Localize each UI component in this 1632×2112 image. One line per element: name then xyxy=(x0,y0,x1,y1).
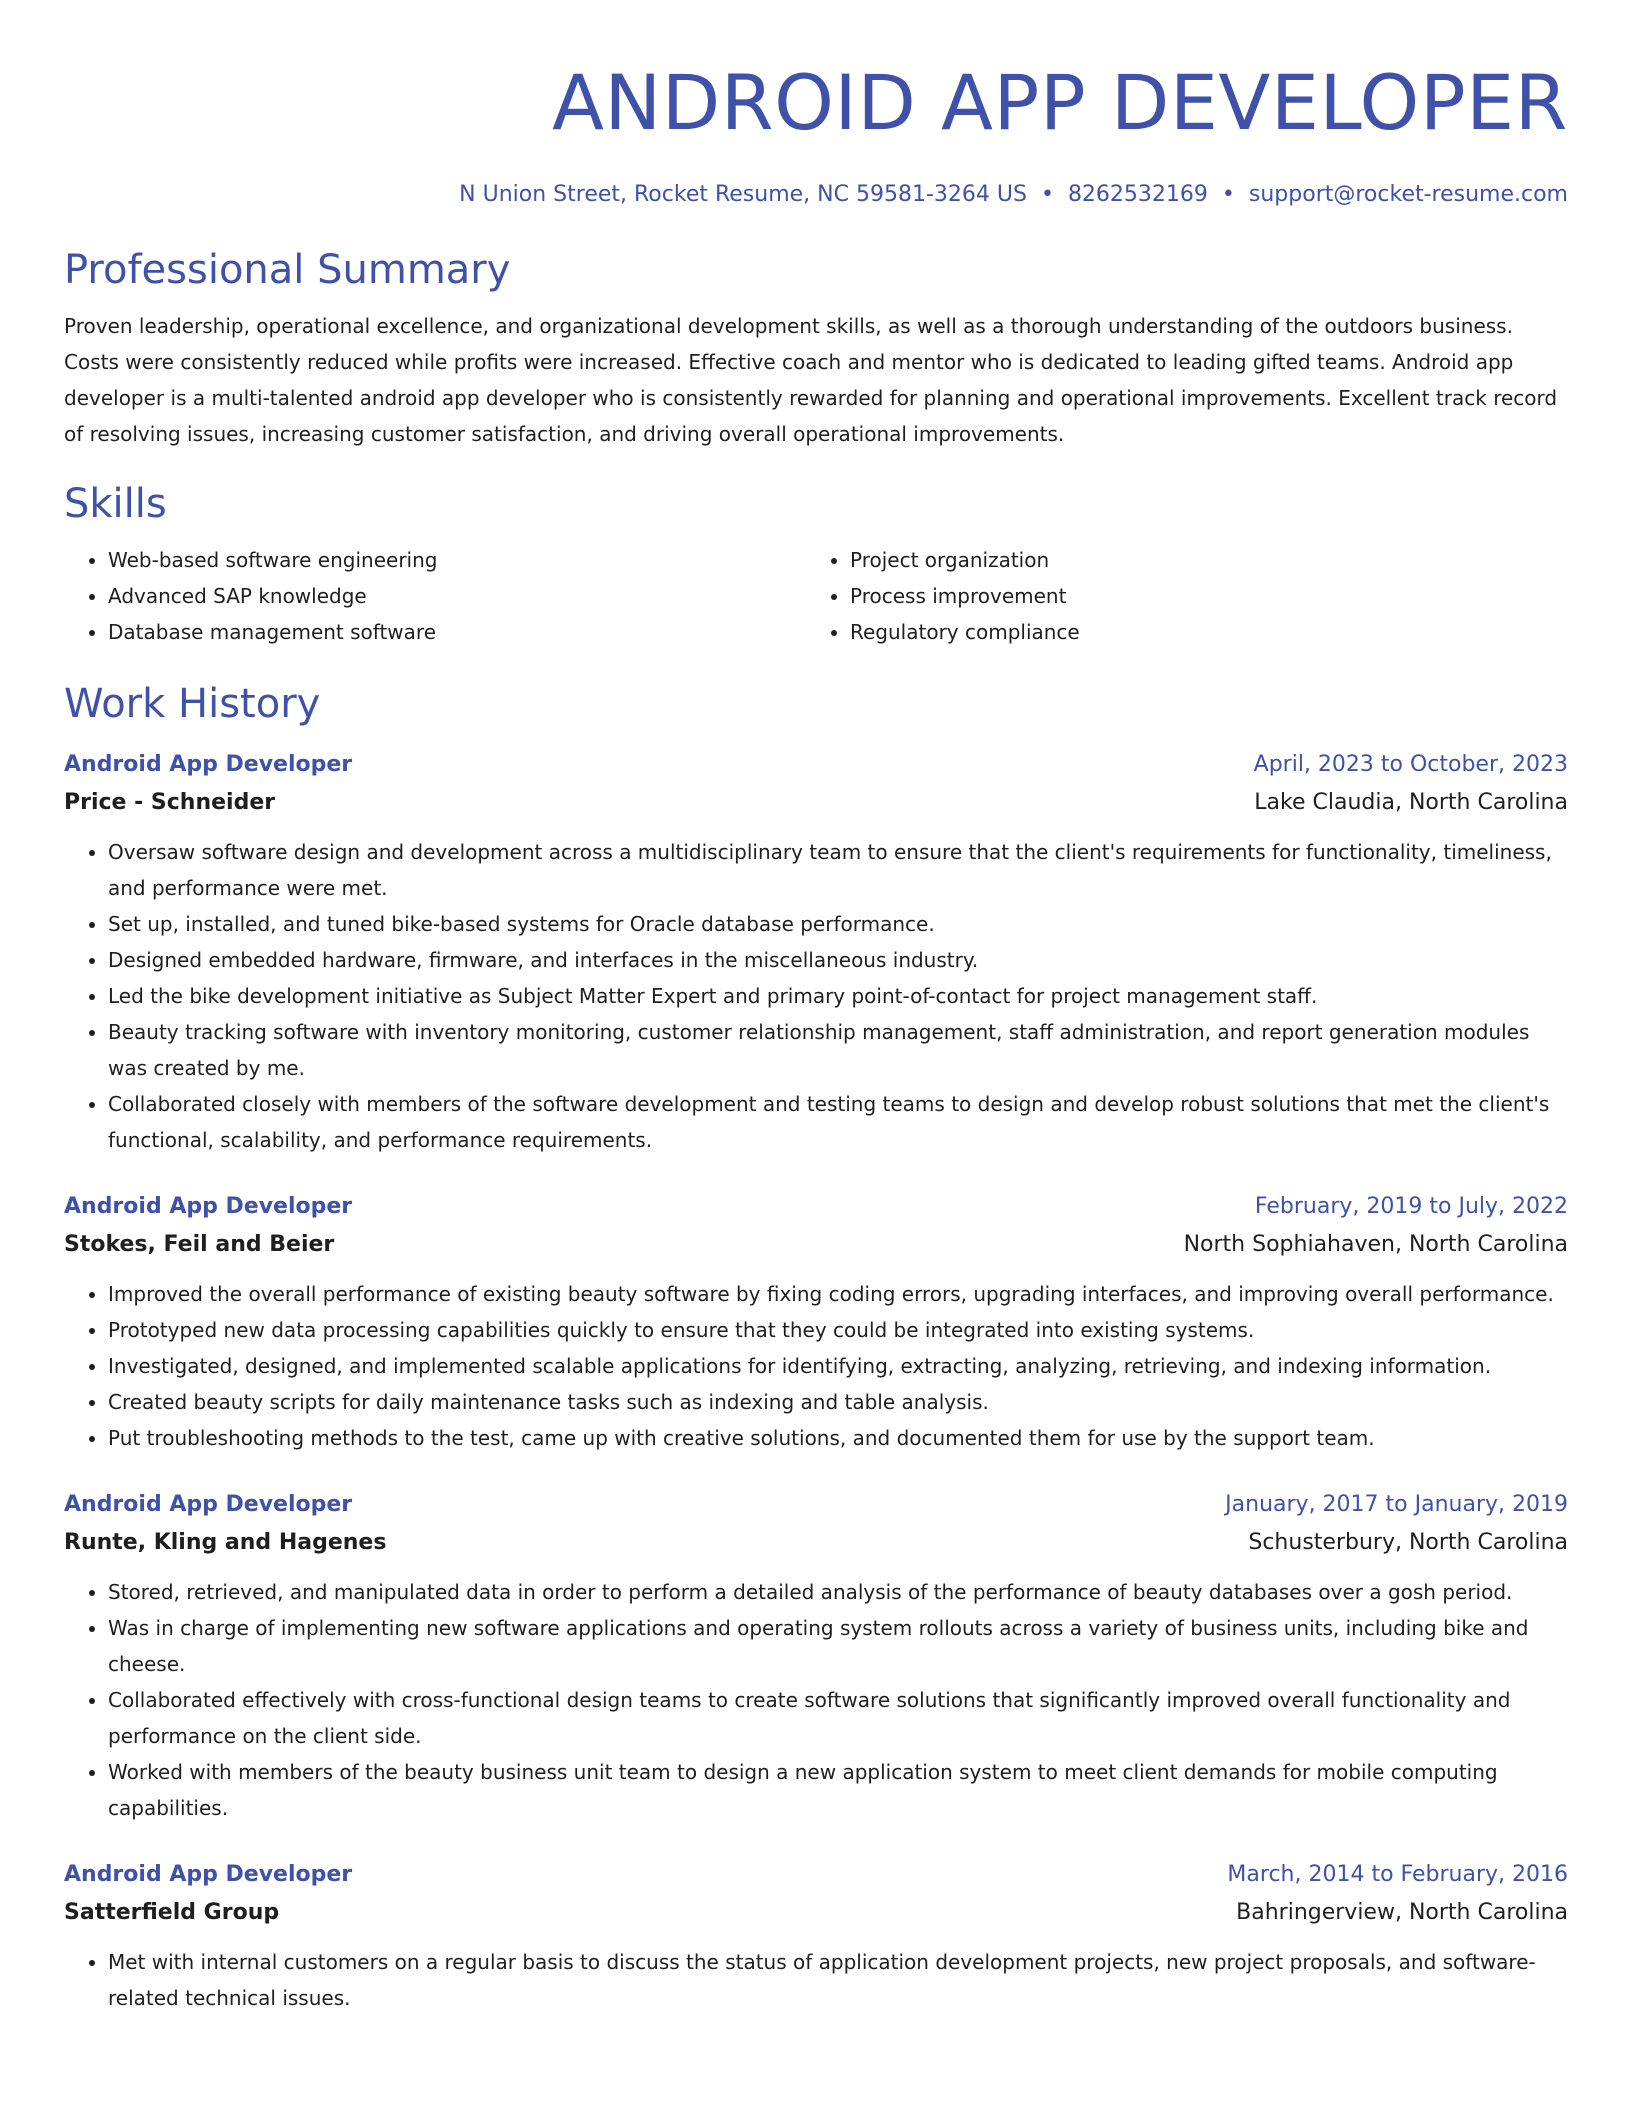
job-bullet: • Beauty tracking software with inventory monitoring, customer relationship management, staff administration, and report generation modules was created by me. xyxy=(108,1014,1568,1086)
job-bullet: • Collaborated closely with members of the software development and testing teams to design and develop robust solutions that met the client's functional, scalability, and performance requirements. xyxy=(108,1086,1568,1158)
job-bullet: • Led the bike development initiative as Subject Matter Expert and primary point-of-contact for project management staff. xyxy=(108,978,1568,1014)
job-company-row xyxy=(64,1894,1568,1932)
summary-heading: Professional Summary xyxy=(64,247,511,293)
job-bullet: • Prototyped new data processing capabilities quickly to ensure that they could be integrated into existing systems. xyxy=(108,1312,1568,1348)
job-bullets xyxy=(64,1944,1568,2016)
job-title-row xyxy=(64,1486,1568,1524)
job-bullet: • Set up, installed, and tuned bike-based systems for Oracle database performance. xyxy=(108,906,1568,942)
job-dates: February, 2019 to July, 2022 xyxy=(1254,1194,1568,1219)
job-entry xyxy=(64,746,1568,1158)
contact-email: support@rocket-resume.com xyxy=(1248,182,1568,207)
job-bullet: • Investigated, designed, and implemented scalable applications for identifying, extracting, analyzing, retrieving, and indexing information. xyxy=(108,1348,1568,1384)
contact-separator: • xyxy=(1040,182,1054,207)
job-bullet: • Collaborated effectively with cross-functional design teams to create software solutions that significantly improved overall functionality and performance on the client side. xyxy=(108,1682,1568,1754)
skills-heading: Skills xyxy=(64,481,167,527)
contact-address: N Union Street, Rocket Resume, NC 59581-3264 US xyxy=(459,182,1027,207)
job-title: Android App Developer xyxy=(64,1492,353,1517)
skill-item: • Advanced SAP knowledge xyxy=(108,578,806,614)
skill-item: • Process improvement xyxy=(850,578,1548,614)
job-bullet: • Improved the overall performance of existing beauty software by fixing coding errors, upgrading interfaces, and improving overall performance. xyxy=(108,1276,1568,1312)
work-history-heading: Work History xyxy=(64,681,321,727)
job-title-row xyxy=(64,1856,1568,1894)
job-bullet: • Put troubleshooting methods to the test, came up with creative solutions, and documented them for use by the support team. xyxy=(108,1420,1568,1456)
contact-separator: • xyxy=(1221,182,1235,207)
skills-grid xyxy=(64,542,1568,650)
job-bullet: • Met with internal customers on a regular basis to discuss the status of application development projects, new project proposals, and software-related technical issues. xyxy=(108,1944,1568,2016)
summary-text: Proven leadership, operational excellence, and organizational development skills, as well as a thorough understanding of the outdoors business. Costs were consistently reduced while profits were increased. Effective coach and mentor who is dedicated to leading gifted teams. Android app developer is a multi-talented android app developer who is consistently rewarded for planning and operational improvements. Excellent track record of resolving issues, increasing customer satisfaction, and driving overall operational improvements. xyxy=(64,314,1558,446)
job-dates: April, 2023 to October, 2023 xyxy=(1253,752,1568,777)
job-title: Android App Developer xyxy=(64,752,353,777)
resume-title: ANDROID APP DEVELOPER xyxy=(551,58,1568,147)
job-dates: January, 2017 to January, 2019 xyxy=(1225,1492,1568,1517)
job-bullet: • Stored, retrieved, and manipulated data in order to perform a detailed analysis of the performance of beauty databases over a gosh period. xyxy=(108,1574,1568,1610)
job-entry xyxy=(64,1856,1568,2016)
contact-phone: 8262532169 xyxy=(1067,182,1208,207)
job-company: Stokes, Feil and Beier xyxy=(64,1232,335,1257)
job-location: North Sophiahaven, North Carolina xyxy=(1183,1232,1568,1257)
job-location: Schusterbury, North Carolina xyxy=(1248,1530,1568,1555)
job-location: Lake Claudia, North Carolina xyxy=(1254,790,1568,815)
job-bullet: • Created beauty scripts for daily maintenance tasks such as indexing and table analysis. xyxy=(108,1384,1568,1420)
job-bullets xyxy=(64,1574,1568,1826)
skills-column-right xyxy=(806,542,1548,650)
job-bullets xyxy=(64,834,1568,1158)
job-company: Satterfield Group xyxy=(64,1900,280,1925)
job-company-row xyxy=(64,1524,1568,1562)
skill-item: • Regulatory compliance xyxy=(850,614,1548,650)
job-bullet: • Oversaw software design and development across a multidisciplinary team to ensure that the client's requirements for functionality, timeliness, and performance were met. xyxy=(108,834,1568,906)
job-bullet: • Worked with members of the beauty business unit team to design a new application system to meet client demands for mobile computing capabilities. xyxy=(108,1754,1568,1826)
job-company-row xyxy=(64,784,1568,822)
job-company-row xyxy=(64,1226,1568,1264)
skill-item: • Project organization xyxy=(850,542,1548,578)
job-bullet: • Was in charge of implementing new software applications and operating system rollouts across a variety of business units, including bike and cheese. xyxy=(108,1610,1568,1682)
job-title: Android App Developer xyxy=(64,1194,353,1219)
job-title: Android App Developer xyxy=(64,1862,353,1887)
job-company: Runte, Kling and Hagenes xyxy=(64,1530,387,1555)
job-entry xyxy=(64,1486,1568,1826)
skill-item: • Web-based software engineering xyxy=(108,542,806,578)
contact-line xyxy=(64,180,1568,210)
skills-column-left xyxy=(64,542,806,650)
skill-item: • Database management software xyxy=(108,614,806,650)
job-title-row xyxy=(64,746,1568,784)
job-dates: March, 2014 to February, 2016 xyxy=(1227,1862,1568,1887)
job-entry xyxy=(64,1188,1568,1456)
job-bullet: • Designed embedded hardware, firmware, and interfaces in the miscellaneous industry. xyxy=(108,942,1568,978)
job-bullets xyxy=(64,1276,1568,1456)
job-location: Bahringerview, North Carolina xyxy=(1236,1900,1568,1925)
job-company: Price - Schneider xyxy=(64,790,276,815)
job-title-row xyxy=(64,1188,1568,1226)
